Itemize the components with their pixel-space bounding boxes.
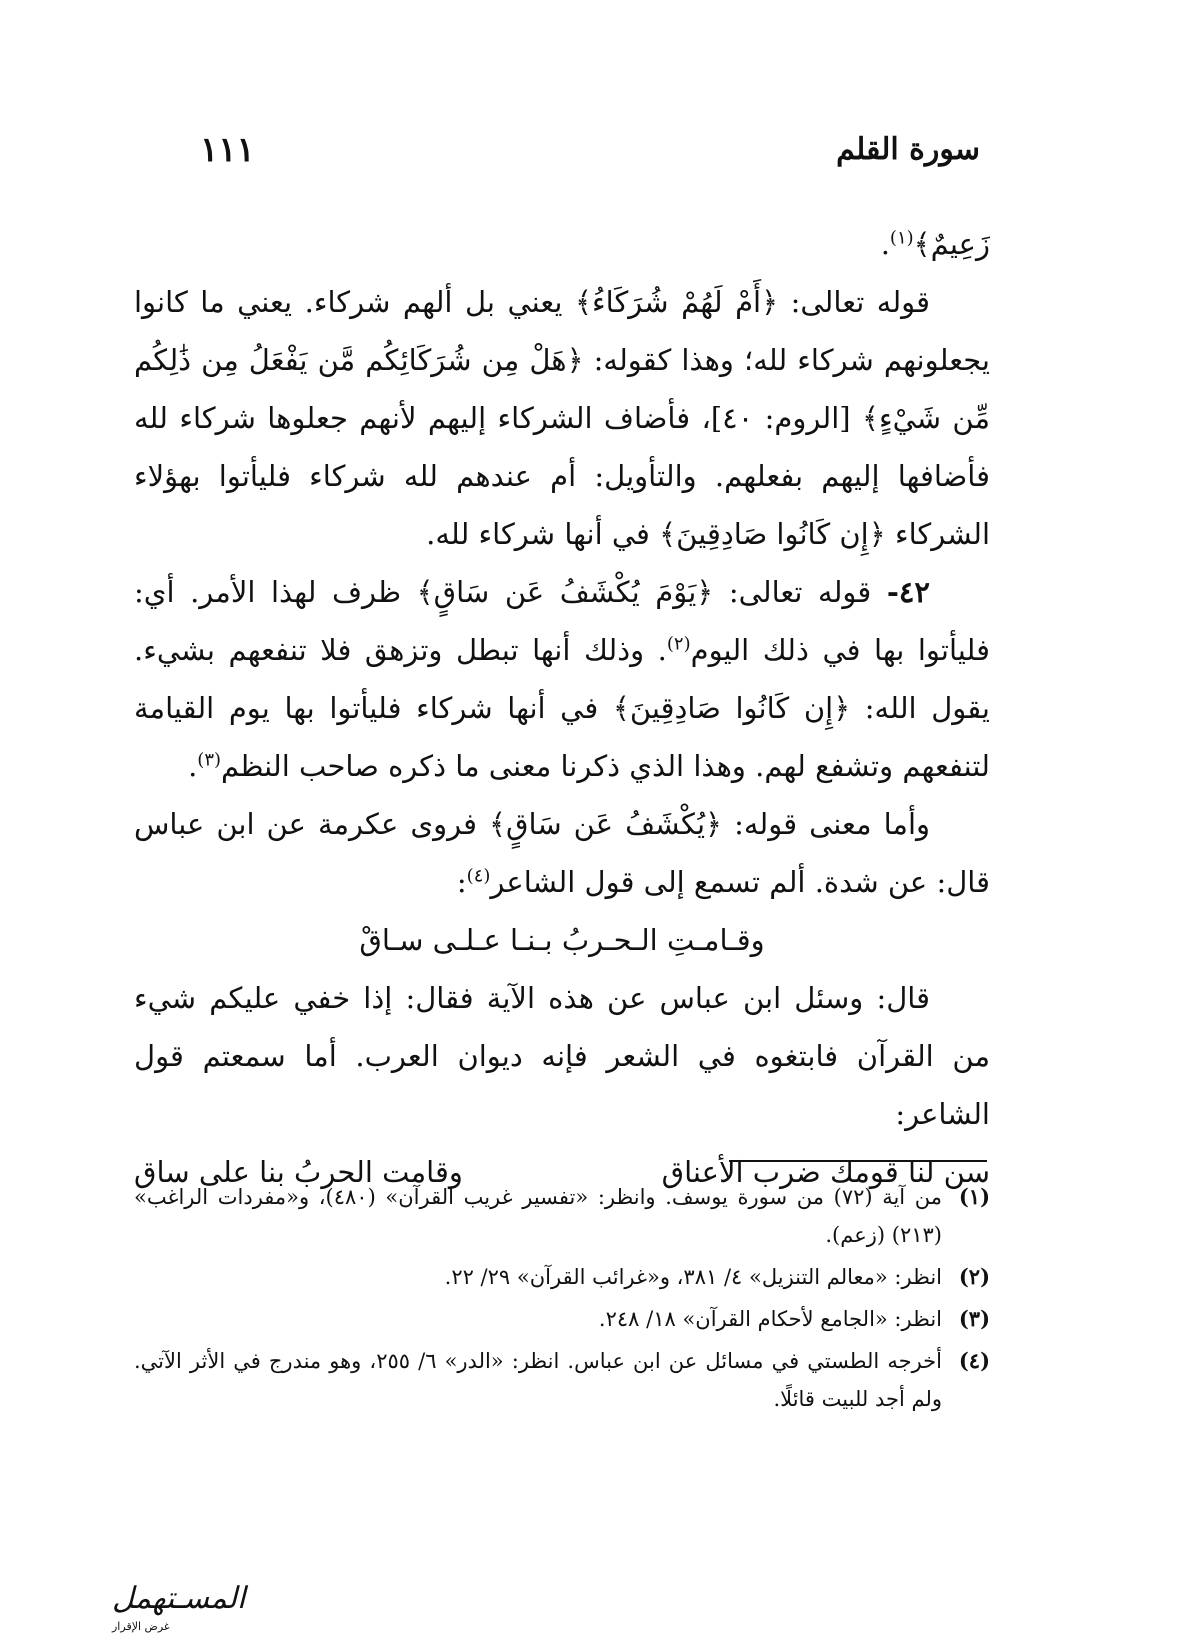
paragraph-4: [134, 795, 990, 911]
paragraph-2: [134, 273, 990, 563]
svg-text:غرض الإقرار: غرض الإقرار: [112, 1620, 170, 1633]
poem-verse-1: وقـامـتِ الـحـربُ بـنـا عـلـى سـاقْ: [359, 923, 765, 957]
page-number: ١١١: [200, 130, 255, 170]
footnote-text: من آية (٧٢) من سورة يوسف. وانظر: «تفسير غريب القرآن» (٤٨٠)، و«مفردات الراغب» (٢١٣) (زعم).: [134, 1185, 942, 1247]
text-run: يعني بل ألهم شركاء. يعني ما كانوا يجعلونهم شركاء لله؛ وهذا كقوله:: [134, 285, 990, 377]
footnote-number: (١): [958, 1184, 990, 1209]
text-run: فروى عكرمة عن ابن عباس قال: عن شدة. ألم تسمع إلى قول الشاعر: [134, 807, 990, 899]
text-run: .: [188, 749, 198, 783]
verse-number: ٤٢-: [886, 575, 931, 609]
footnotes: [134, 1178, 990, 1422]
text-run: قوله تعالى:: [778, 285, 931, 319]
poem-hemistich-right: سن لنا قومك ضرب الأعناق: [661, 1155, 990, 1189]
footnote-text: انظر: «الجامع لأحكام القرآن» ١٨/ ٢٤٨.: [598, 1307, 942, 1331]
footnote-3: [134, 1300, 990, 1338]
quran-verse: ﴿إِن كَانُوا صَادِقِينَ﴾: [659, 517, 886, 551]
footnote-number: (٤): [958, 1348, 990, 1373]
quran-verse: ﴿يَوْمَ يُكْشَفُ عَن سَاقٍ﴾: [416, 575, 714, 609]
surah-title: سورة القلم: [836, 132, 980, 167]
footnote-ref[interactable]: (٢): [666, 633, 691, 655]
footnote-4: [134, 1342, 990, 1418]
page-header: [200, 130, 980, 174]
publisher-logo: [8, 1568, 246, 1640]
footnote-text: أخرجه الطستي في مسائل عن ابن عباس. انظر: «الدر» ٦/ ٢٥٥، وهو مندرج في الأثر الآتي. ولم أجد للبيت قائلًا.: [134, 1349, 942, 1411]
footnote-ref[interactable]: (٤): [466, 865, 491, 887]
paragraph-1: [134, 215, 990, 273]
quran-verse: ﴿هَلْ مِن شُرَكَائِكُم مَّن يَفْعَلُ مِن ذَٰلِكُم مِّن شَيْءٍ﴾: [134, 343, 991, 435]
text-run: [الروم: ٤٠]، فأضاف الشركاء إليهم لأنهم جعلوها شركاء لله فأضافها إليهم بفعلهم. والتأويل: أم عندهم لله شركاء فليأتوا بهؤلاء الشركاء: [134, 401, 990, 551]
text-run: . وذلك أنها تبطل وتزهق فلا تنفعهم بشيء. يقول الله:: [134, 633, 990, 725]
text-run: .: [880, 227, 890, 261]
footnote-text: انظر: «معالم التنزيل» ٤/ ٣٨١، و«غرائب القرآن» ٢٩/ ٢٢.: [444, 1265, 942, 1289]
svg-text:المسـتهمل: المسـتهمل: [112, 1581, 246, 1616]
footnote-ref[interactable]: (١): [889, 227, 914, 249]
paragraph-3: [134, 563, 990, 795]
poem-hemistich-left: وقامت الحربُ بنا على ساق: [134, 1155, 463, 1189]
text-run: :: [456, 865, 467, 899]
text-run: قوله تعالى:: [713, 575, 887, 609]
text-run: في أنها شركاء لله.: [426, 517, 660, 551]
footnote-separator: [729, 1160, 987, 1162]
quran-verse: زَعِيمٌ﴾: [913, 227, 990, 261]
footnote-2: [134, 1258, 990, 1296]
text-run: وأما معنى قوله:: [722, 807, 931, 841]
quran-verse: ﴿يُكْشَفُ عَن سَاقٍ﴾: [489, 807, 723, 841]
footnote-ref[interactable]: (٣): [197, 749, 222, 771]
footnote-1: [134, 1178, 990, 1254]
footnote-number: (٢): [958, 1264, 990, 1289]
paragraph-5: قال: وسئل ابن عباس عن هذه الآية فقال: إذا خفي عليكم شيء من القرآن فابتغوه في الشعر فإنه ديوان العرب. أما سمعتم قول الشاعر:: [134, 981, 990, 1131]
footnote-number: (٣): [958, 1306, 990, 1331]
text-run: في أنها شركاء فليأتوا بها يوم القيامة لتنفعهم وتشفع لهم. وهذا الذي ذكرنا معنى ما ذكره صاحب النظم: [134, 691, 990, 783]
text-run: ظرف لهذا الأمر. أي: فليأتوا بها في ذلك اليوم: [134, 575, 990, 667]
main-text: [134, 215, 990, 1201]
quran-verse: ﴿أَمْ لَهُمْ شُرَكَاءُ﴾: [575, 285, 779, 319]
quran-verse: ﴿إِن كَانُوا صَادِقِينَ﴾: [612, 691, 851, 725]
